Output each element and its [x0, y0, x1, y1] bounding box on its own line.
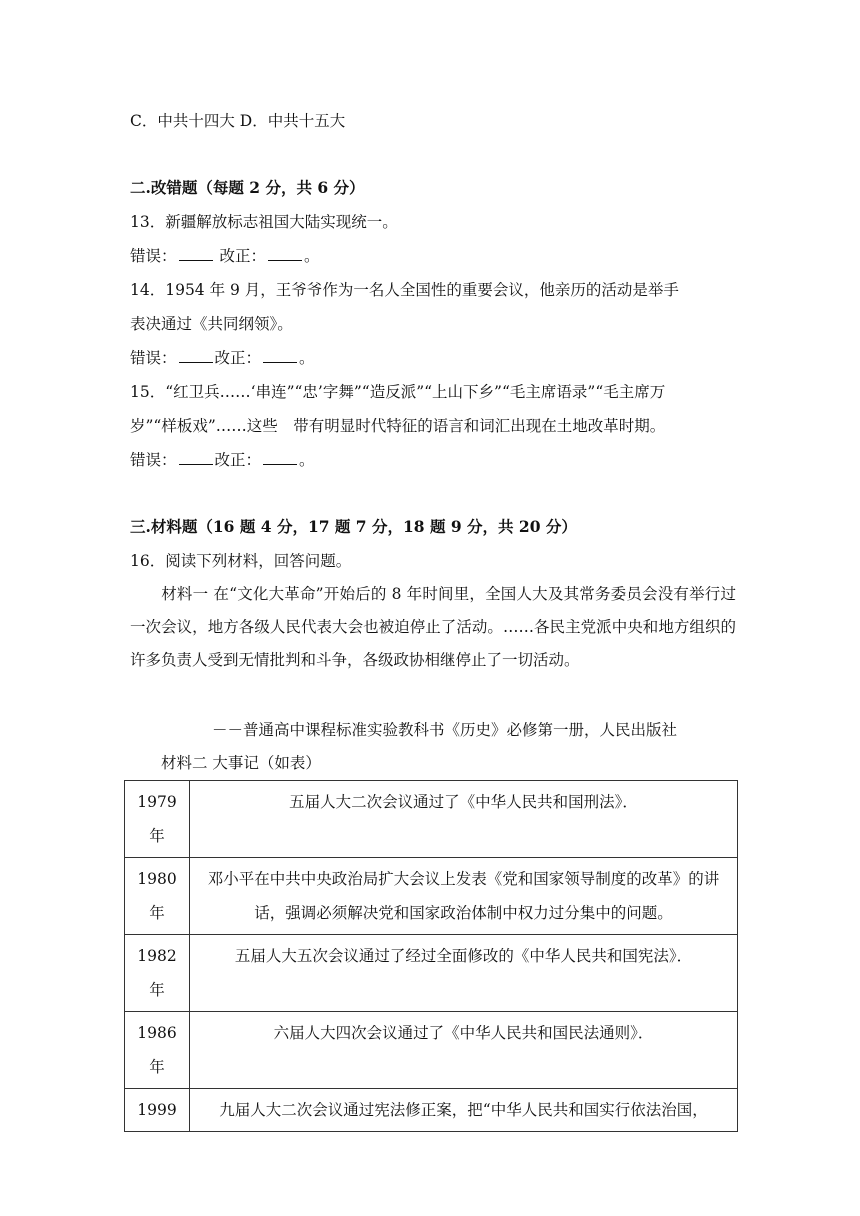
question-14-line-2: 表决通过《共同纲领》。: [130, 315, 293, 333]
end-mark: 。: [299, 349, 315, 367]
year-cell: 1980 年: [125, 858, 190, 935]
event-cell: 九届人大二次会议通过宪法修正案，把“中华人民共和国实行依法治国，: [190, 1089, 738, 1132]
year-cell: 1982 年: [125, 935, 190, 1012]
material-1: [130, 578, 736, 677]
table-row: [125, 1089, 738, 1132]
error-label: 错误：: [130, 349, 177, 367]
question-16: 16．阅读下列材料，回答问题。: [130, 552, 352, 570]
question-15-line-2: 岁”“样板戏”……这些 带有明显时代特征的语言和词汇出现在土地改革时期。: [130, 417, 666, 435]
question-14-answer: [130, 348, 315, 368]
table-row: [125, 935, 738, 1012]
event-cell: 邓小平在中共中央政治局扩大会议上发表《党和国家领导制度的改革》的讲话，强调必须解决党和国家政治体制中权力过分集中的问题。: [190, 858, 738, 935]
year-cell: 1999: [125, 1089, 190, 1132]
event-cell: 六届人大四次会议通过了《中华人民共和国民法通则》．: [190, 1012, 738, 1089]
year-cell: 1986 年: [125, 1012, 190, 1089]
answer-options-line: C．中共十四大 D．中共十五大: [130, 112, 346, 130]
fix-blank[interactable]: [268, 247, 302, 261]
section-3-heading: 三.材料题（16 题 4 分，17 题 7 分，18 题 9 分，共 20 分）: [130, 517, 577, 536]
error-label: 错误：: [130, 247, 177, 265]
table-row: [125, 1012, 738, 1089]
fix-blank[interactable]: [263, 349, 297, 363]
error-blank[interactable]: [179, 451, 213, 465]
question-13-answer: [130, 246, 319, 266]
question-15-line-1: 15．“红卫兵……‘串连”“忠’字舞”“造反派”“上山下乡”“毛主席语录”“毛主席万: [130, 383, 666, 401]
error-blank[interactable]: [179, 247, 213, 261]
material-2-label: 材料二 大事记（如表）: [161, 754, 321, 772]
question-13: 13．新疆解放标志祖国大陆实现统一。: [130, 213, 398, 231]
year-cell: 1979 年: [125, 781, 190, 858]
fix-label: 改正：: [219, 247, 266, 265]
error-blank[interactable]: [179, 349, 213, 363]
event-cell: 五届人大五次会议通过了经过全面修改的《中华人民共和国宪法》．: [190, 935, 738, 1012]
error-label: 错误：: [130, 451, 177, 469]
table-row: [125, 858, 738, 935]
material-1-text: 材料一 在“文化大革命”开始后的 8 年时间里，全国人大及其常务委员会没有举行过一次会议，地方各级人民代表大会也被迫停止了活动。……各民主党派中央和地方组织的许多负责人受到无情批判和斗争，各级政协相继停止了一切活动。: [130, 585, 736, 669]
fix-label: 改正：: [214, 451, 262, 469]
fix-label: 改正：: [214, 349, 262, 367]
events-table: [124, 780, 738, 1132]
fix-blank[interactable]: [263, 451, 297, 465]
event-cell: 五届人大二次会议通过了《中华人民共和国刑法》．: [190, 781, 738, 858]
table-row: [125, 781, 738, 858]
section-2-heading: 二.改错题（每题 2 分，共 6 分）: [130, 178, 365, 197]
question-14-line-1: 14．1954 年 9 月，王爷爷作为一名人全国性的重要会议，他亲历的活动是举手: [130, 281, 679, 299]
material-1-source: －－普通高中课程标准实验教科书《历史》必修第一册，人民出版社: [212, 721, 678, 739]
end-mark: 。: [303, 247, 320, 265]
end-mark: 。: [299, 451, 315, 469]
question-15-answer: [130, 450, 315, 470]
